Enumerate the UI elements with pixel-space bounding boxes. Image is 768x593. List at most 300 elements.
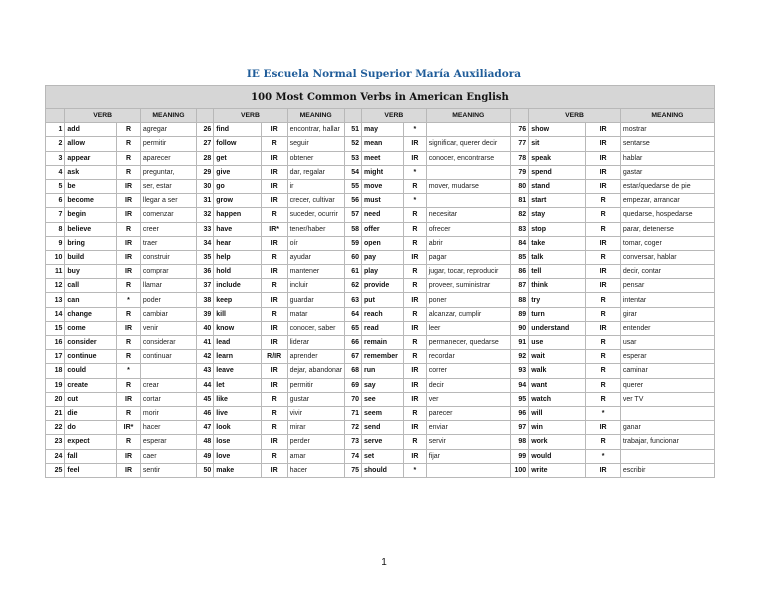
table-row	[46, 421, 715, 435]
verb-number: 64	[344, 307, 361, 321]
verb-number: 94	[510, 378, 528, 392]
verb-number: 75	[344, 463, 361, 477]
verb-number: 42	[197, 350, 214, 364]
verb-cell: include	[214, 279, 261, 293]
verb-type-cell: IR	[117, 236, 141, 250]
verb-type-cell: IR	[117, 449, 141, 463]
verb-cell: seem	[362, 406, 404, 420]
meaning-header: MEANING	[140, 109, 196, 123]
verb-number: 38	[197, 293, 214, 307]
meaning-cell: ayudar	[287, 250, 344, 264]
table-row	[46, 406, 715, 420]
verb-type-cell: IR	[404, 392, 427, 406]
verb-type-cell: IR	[586, 165, 621, 179]
verb-cell: remain	[362, 336, 404, 350]
verb-cell: open	[362, 236, 404, 250]
meaning-cell: sentarse	[620, 137, 714, 151]
verb-cell: might	[362, 165, 404, 179]
verb-cell: try	[529, 293, 586, 307]
table-row	[46, 336, 715, 350]
meaning-cell: estar/quedarse de pie	[620, 179, 714, 193]
verb-cell: run	[362, 364, 404, 378]
verb-cell: begin	[65, 208, 117, 222]
table-row	[46, 279, 715, 293]
table-row	[46, 179, 715, 193]
meaning-cell: perder	[287, 435, 344, 449]
verb-type-cell: R	[404, 336, 427, 350]
verb-type-cell: R	[404, 265, 427, 279]
verb-type-cell: *	[404, 194, 427, 208]
meaning-cell: poner	[426, 293, 510, 307]
column-header-row	[46, 109, 715, 123]
meaning-cell: oír	[287, 236, 344, 250]
verb-type-cell: R	[586, 350, 621, 364]
verb-cell: set	[362, 449, 404, 463]
verb-cell: write	[529, 463, 586, 477]
verb-cell: kill	[214, 307, 261, 321]
verb-number: 89	[510, 307, 528, 321]
verb-number: 62	[344, 279, 361, 293]
verb-type-cell: IR	[261, 435, 287, 449]
verb-number: 20	[46, 392, 65, 406]
verb-number: 19	[46, 378, 65, 392]
table-row	[46, 208, 715, 222]
verb-cell: live	[214, 406, 261, 420]
verb-number: 31	[197, 194, 214, 208]
verb-cell: keep	[214, 293, 261, 307]
meaning-cell: proveer, suministrar	[426, 279, 510, 293]
verb-type-cell: R	[586, 392, 621, 406]
verb-number: 47	[197, 421, 214, 435]
verb-number: 40	[197, 321, 214, 335]
verb-number: 36	[197, 265, 214, 279]
table-row	[46, 250, 715, 264]
verb-number: 87	[510, 279, 528, 293]
table-row	[46, 350, 715, 364]
verb-type-cell: R	[404, 179, 427, 193]
meaning-cell: conocer, encontrarse	[426, 151, 510, 165]
verb-cell: walk	[529, 364, 586, 378]
verb-cell: change	[65, 307, 117, 321]
verb-cell: be	[65, 179, 117, 193]
verb-number: 100	[510, 463, 528, 477]
verb-number: 43	[197, 364, 214, 378]
table-row	[46, 392, 715, 406]
verb-type-cell: IR	[404, 250, 427, 264]
verb-number: 54	[344, 165, 361, 179]
verb-type-cell: IR	[261, 165, 287, 179]
table-row	[46, 123, 715, 137]
meaning-cell: comprar	[140, 265, 196, 279]
verb-type-cell: R	[261, 406, 287, 420]
verb-number: 51	[344, 123, 361, 137]
verb-number: 32	[197, 208, 214, 222]
verb-type-cell: IR	[404, 378, 427, 392]
verb-number: 71	[344, 406, 361, 420]
meaning-cell: dar, regalar	[287, 165, 344, 179]
verb-type-cell: IR	[586, 179, 621, 193]
verb-number: 68	[344, 364, 361, 378]
verb-number: 22	[46, 421, 65, 435]
verb-number: 30	[197, 179, 214, 193]
verb-number: 70	[344, 392, 361, 406]
verb-number: 80	[510, 179, 528, 193]
meaning-cell: hablar	[620, 151, 714, 165]
verb-type-cell: IR	[586, 279, 621, 293]
meaning-cell: conversar, hablar	[620, 250, 714, 264]
verb-cell: provide	[362, 279, 404, 293]
meaning-cell: girar	[620, 307, 714, 321]
verb-type-cell: R	[586, 307, 621, 321]
meaning-cell: ofrecer	[426, 222, 510, 236]
verb-number: 41	[197, 336, 214, 350]
verb-cell: say	[362, 378, 404, 392]
verb-cell: die	[65, 406, 117, 420]
verb-number: 77	[510, 137, 528, 151]
table-row	[46, 151, 715, 165]
verb-cell: look	[214, 421, 261, 435]
verb-type-cell: IR	[586, 123, 621, 137]
verb-cell: follow	[214, 137, 261, 151]
verb-cell: come	[65, 321, 117, 335]
verb-type-cell: IR	[117, 392, 141, 406]
verb-type-cell: R	[586, 222, 621, 236]
verb-number: 52	[344, 137, 361, 151]
verb-cell: show	[529, 123, 586, 137]
meaning-cell: ganar	[620, 421, 714, 435]
verb-type-cell: IR	[404, 449, 427, 463]
verb-number: 39	[197, 307, 214, 321]
meaning-cell: permitir	[140, 137, 196, 151]
verb-type-cell: IR	[117, 208, 141, 222]
verb-type-cell: IR	[404, 421, 427, 435]
verb-type-cell: R	[586, 208, 621, 222]
verb-type-cell: *	[586, 449, 621, 463]
verb-cell: send	[362, 421, 404, 435]
verb-type-cell: IR	[586, 421, 621, 435]
table-row	[46, 165, 715, 179]
verb-cell: stand	[529, 179, 586, 193]
verb-type-cell: IR	[261, 151, 287, 165]
verb-number: 99	[510, 449, 528, 463]
meaning-cell: cambiar	[140, 307, 196, 321]
verb-number: 21	[46, 406, 65, 420]
verb-number: 45	[197, 392, 214, 406]
meaning-cell: esperar	[620, 350, 714, 364]
meaning-cell: mover, mudarse	[426, 179, 510, 193]
table-row	[46, 378, 715, 392]
verb-type-cell: *	[404, 463, 427, 477]
verb-type-cell: R	[117, 336, 141, 350]
verb-type-cell: IR	[586, 236, 621, 250]
verb-type-cell: R	[261, 449, 287, 463]
verb-cell: appear	[65, 151, 117, 165]
verb-number: 96	[510, 406, 528, 420]
verb-cell: must	[362, 194, 404, 208]
verb-type-cell: IR	[117, 250, 141, 264]
verb-cell: serve	[362, 435, 404, 449]
verb-number: 56	[344, 194, 361, 208]
meaning-cell: incluir	[287, 279, 344, 293]
verb-cell: find	[214, 123, 261, 137]
verb-number: 72	[344, 421, 361, 435]
verb-cell: call	[65, 279, 117, 293]
meaning-cell: obtener	[287, 151, 344, 165]
verb-header: VERB	[362, 109, 427, 123]
verb-cell: fall	[65, 449, 117, 463]
meaning-cell: escribir	[620, 463, 714, 477]
verb-cell: become	[65, 194, 117, 208]
verb-cell: should	[362, 463, 404, 477]
meaning-cell: liderar	[287, 336, 344, 350]
meaning-cell: enviar	[426, 421, 510, 435]
meaning-cell: tener/haber	[287, 222, 344, 236]
verb-type-cell: R/IR	[261, 350, 287, 364]
verb-cell: help	[214, 250, 261, 264]
verb-number: 73	[344, 435, 361, 449]
verb-number: 13	[46, 293, 65, 307]
table-row	[46, 137, 715, 151]
verb-cell: ask	[65, 165, 117, 179]
verb-number: 58	[344, 222, 361, 236]
verb-number: 46	[197, 406, 214, 420]
verb-type-cell: IR	[261, 179, 287, 193]
verb-type-cell: IR	[261, 265, 287, 279]
verb-type-cell: IR	[261, 293, 287, 307]
meaning-cell: permanecer, quedarse	[426, 336, 510, 350]
verb-cell: start	[529, 194, 586, 208]
meaning-cell: seguir	[287, 137, 344, 151]
verb-number: 35	[197, 250, 214, 264]
verb-number: 92	[510, 350, 528, 364]
verb-number: 12	[46, 279, 65, 293]
verb-number: 60	[344, 250, 361, 264]
verb-number: 1	[46, 123, 65, 137]
verb-number: 11	[46, 265, 65, 279]
verb-type-cell: IR	[404, 293, 427, 307]
verb-type-cell: IR	[261, 123, 287, 137]
verb-type-cell: IR	[261, 364, 287, 378]
verb-type-cell: IR	[261, 236, 287, 250]
verb-number: 7	[46, 208, 65, 222]
verb-cell: take	[529, 236, 586, 250]
meaning-cell: dejar, abandonar	[287, 364, 344, 378]
verb-number: 74	[344, 449, 361, 463]
table-title: 100 Most Common Verbs in American English	[46, 86, 715, 109]
verb-type-cell: IR	[261, 463, 287, 477]
meaning-cell: caer	[140, 449, 196, 463]
verb-type-cell: R	[404, 435, 427, 449]
meaning-cell: abrir	[426, 236, 510, 250]
page-number: 1	[381, 557, 387, 568]
verb-cell: hear	[214, 236, 261, 250]
verb-type-cell: *	[404, 123, 427, 137]
verb-cell: meet	[362, 151, 404, 165]
verb-type-cell: IR	[261, 194, 287, 208]
verb-cell: expect	[65, 435, 117, 449]
verb-cell: lose	[214, 435, 261, 449]
verb-cell: turn	[529, 307, 586, 321]
verb-type-cell: IR	[586, 265, 621, 279]
verb-type-cell: R	[586, 378, 621, 392]
meaning-cell: esperar	[140, 435, 196, 449]
verb-type-cell: R	[586, 293, 621, 307]
verb-cell: offer	[362, 222, 404, 236]
meaning-cell: llegar a ser	[140, 194, 196, 208]
verb-number: 5	[46, 179, 65, 193]
verb-cell: work	[529, 435, 586, 449]
verb-number: 26	[197, 123, 214, 137]
meaning-cell: traer	[140, 236, 196, 250]
verb-type-cell: IR	[404, 321, 427, 335]
verb-type-cell: IR	[117, 194, 141, 208]
verb-type-cell: IR	[404, 137, 427, 151]
table-row	[46, 364, 715, 378]
verb-number: 37	[197, 279, 214, 293]
meaning-cell: alcanzar, cumplir	[426, 307, 510, 321]
verb-type-cell: R	[586, 194, 621, 208]
verb-cell: wait	[529, 350, 586, 364]
verb-cell: know	[214, 321, 261, 335]
verb-cell: move	[362, 179, 404, 193]
verb-type-cell: R	[261, 421, 287, 435]
table-row	[46, 194, 715, 208]
verb-number: 9	[46, 236, 65, 250]
verb-cell: cut	[65, 392, 117, 406]
meaning-cell: parecer	[426, 406, 510, 420]
table-row	[46, 463, 715, 477]
meaning-cell: creer	[140, 222, 196, 236]
verb-cell: like	[214, 392, 261, 406]
meaning-cell: trabajar, funcionar	[620, 435, 714, 449]
verb-number: 34	[197, 236, 214, 250]
verb-number: 15	[46, 321, 65, 335]
meaning-cell: guardar	[287, 293, 344, 307]
meaning-cell: decir	[426, 378, 510, 392]
verb-number: 2	[46, 137, 65, 151]
table-row	[46, 293, 715, 307]
table-row	[46, 307, 715, 321]
verb-cell: watch	[529, 392, 586, 406]
verb-cell: could	[65, 364, 117, 378]
verb-type-cell: R	[117, 406, 141, 420]
verb-cell: learn	[214, 350, 261, 364]
verbs-table	[45, 85, 715, 478]
verb-type-cell: IR	[586, 137, 621, 151]
verb-type-cell: R	[117, 378, 141, 392]
verb-type-cell: R	[261, 208, 287, 222]
verb-cell: let	[214, 378, 261, 392]
verb-number: 50	[197, 463, 214, 477]
verb-number: 78	[510, 151, 528, 165]
verb-number: 69	[344, 378, 361, 392]
verb-cell: understand	[529, 321, 586, 335]
verb-header: VERB	[65, 109, 141, 123]
verb-header: VERB	[214, 109, 287, 123]
verb-cell: buy	[65, 265, 117, 279]
verb-cell: see	[362, 392, 404, 406]
verb-cell: pay	[362, 250, 404, 264]
verb-cell: may	[362, 123, 404, 137]
verb-number: 59	[344, 236, 361, 250]
verb-type-cell: R	[261, 137, 287, 151]
verb-number: 63	[344, 293, 361, 307]
verb-number: 48	[197, 435, 214, 449]
meaning-cell: conocer, saber	[287, 321, 344, 335]
verb-type-cell: R	[404, 236, 427, 250]
verb-type-cell: IR	[404, 151, 427, 165]
meaning-cell: sentir	[140, 463, 196, 477]
table-row	[46, 222, 715, 236]
verb-type-cell: IR	[117, 179, 141, 193]
verb-number: 83	[510, 222, 528, 236]
verb-number: 66	[344, 336, 361, 350]
verb-number: 85	[510, 250, 528, 264]
meaning-cell: decir, contar	[620, 265, 714, 279]
meaning-cell: crecer, cultivar	[287, 194, 344, 208]
verb-type-cell: IR*	[261, 222, 287, 236]
meaning-cell: agregar	[140, 123, 196, 137]
verb-number: 76	[510, 123, 528, 137]
verb-type-cell: R	[117, 165, 141, 179]
verb-number: 27	[197, 137, 214, 151]
meaning-cell: poder	[140, 293, 196, 307]
meaning-cell: tomar, coger	[620, 236, 714, 250]
meaning-header: MEANING	[620, 109, 714, 123]
verb-cell: make	[214, 463, 261, 477]
verb-cell: hold	[214, 265, 261, 279]
verb-type-cell: R	[586, 250, 621, 264]
meaning-cell: aprender	[287, 350, 344, 364]
meaning-cell: suceder, ocurrir	[287, 208, 344, 222]
meaning-cell: pensar	[620, 279, 714, 293]
verb-number: 65	[344, 321, 361, 335]
meaning-header: MEANING	[426, 109, 510, 123]
verb-type-cell: IR	[261, 336, 287, 350]
verb-type-cell: R	[117, 307, 141, 321]
verb-cell: consider	[65, 336, 117, 350]
verb-type-cell: R	[404, 350, 427, 364]
meaning-cell: recordar	[426, 350, 510, 364]
verb-type-cell: R	[586, 336, 621, 350]
meaning-cell: querer	[620, 378, 714, 392]
table-row	[46, 265, 715, 279]
verb-header: VERB	[529, 109, 621, 123]
verb-type-cell: IR*	[117, 421, 141, 435]
verb-number: 44	[197, 378, 214, 392]
verb-number: 25	[46, 463, 65, 477]
verb-number: 8	[46, 222, 65, 236]
meaning-cell: usar	[620, 336, 714, 350]
verb-cell: get	[214, 151, 261, 165]
verb-cell: leave	[214, 364, 261, 378]
verb-cell: read	[362, 321, 404, 335]
verb-cell: would	[529, 449, 586, 463]
verb-cell: speak	[529, 151, 586, 165]
meaning-cell: entender	[620, 321, 714, 335]
verb-number: 18	[46, 364, 65, 378]
table-row	[46, 435, 715, 449]
verb-cell: spend	[529, 165, 586, 179]
meaning-cell: amar	[287, 449, 344, 463]
verb-cell: talk	[529, 250, 586, 264]
verb-number: 3	[46, 151, 65, 165]
meaning-cell: quedarse, hospedarse	[620, 208, 714, 222]
verb-number: 33	[197, 222, 214, 236]
verb-type-cell: IR	[586, 463, 621, 477]
verb-type-cell: R	[117, 151, 141, 165]
verb-cell: grow	[214, 194, 261, 208]
